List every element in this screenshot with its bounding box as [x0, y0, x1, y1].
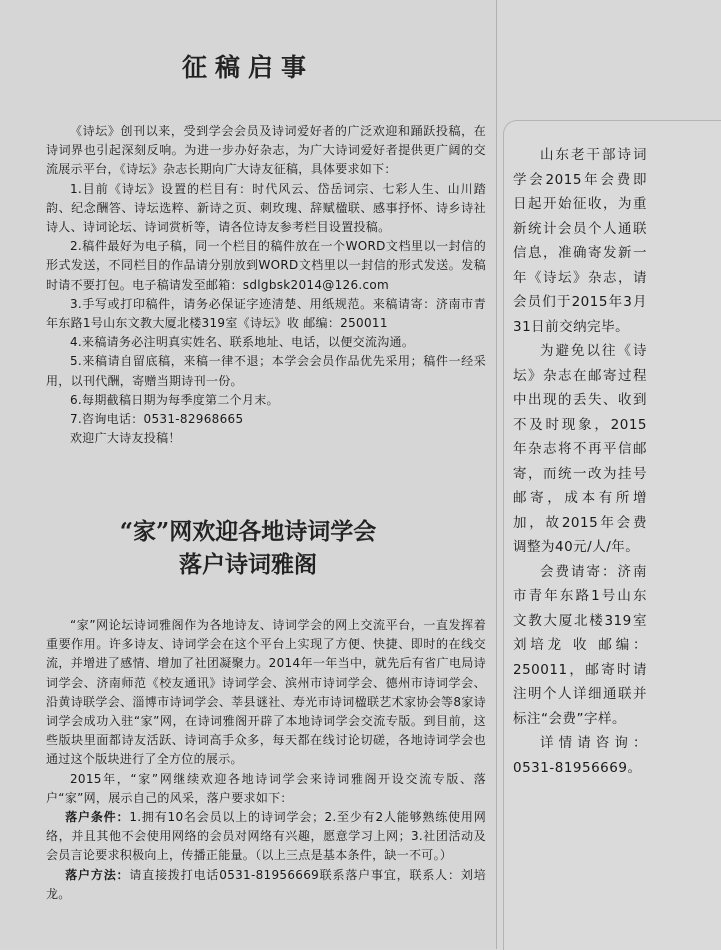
conditions-text: 1.拥有10名会员以上的诗词学会；2.至少有2人能够熟练使用网络，并且其他不会使用网络的会员对网络有兴趣，愿意学习上网；3.社团活动及会员言论要求积极向上，传播正能量。（以上三点是基本条件，缺一不可。） — [46, 810, 486, 863]
forum-paragraph: “家”网论坛诗词雅阁作为各地诗友、诗词学会的网上交流平台，一直发挥着重要作用。许多诗友、诗词学会在这个平台上实现了方便、快捷、即时的在线交流，并增进了感情、增加了社团凝聚力。2014年一年当中，就先后有省广电局诗词学会、济南师范《校友通讯》诗词学会、滨州市诗词学会、德州市诗词学会、沿黄诗联学会、淄博市诗词学会、莘县谜社、寿光市诗词楹联艺术家协会等8家诗词学会成功入驻“家”网，在诗词雅阁开辟了本地诗词学会交流专版。到目前，这些版块里面都诗友活跃、诗词高手众多，每天都在线讨论切磋，各地诗词学会也通过这个版块进行了全方位的展示。 — [46, 618, 486, 767]
membership-fee-notice — [513, 143, 647, 780]
fee-paragraph: 详情请咨询：0531-81956669。 — [513, 735, 647, 776]
item-paragraph: 3.手写或打印稿件，请务必保证字迹清楚、用纸规范。来稿请寄：济南市青年东路1号山东文教大厦北楼319室《诗坛》收 邮编：250011 — [46, 296, 486, 331]
item-paragraph: 5.来稿请自留底稿，来稿一律不退；本学会会员作品优先采用；稿件一经采用，以刊代酬，寄赠当期诗刊一份。 — [46, 354, 486, 388]
fee-paragraph: 会费请寄：济南市青年东路1号山东文教大厦北楼319室 刘培龙 收 邮编：250011，邮寄时请注明个人详细通联并标注“会费”字样。 — [513, 563, 647, 727]
fee-paragraph: 为避免以往《诗坛》杂志在邮寄过程中出现的丢失、收到不及时现象，2015年杂志将不再平信邮寄，而统一改为挂号邮寄，成本有所增加，故2015年会费调整为40元/人/年。 — [513, 343, 647, 555]
item-paragraph: 4.来稿请务必注明真实姓名、联系地址、电话，以便交流沟通。 — [70, 335, 415, 350]
forum-title-line2: 落户诗词雅阁 — [179, 551, 317, 578]
closing-line: 欢迎广大诗友投稿！ — [70, 431, 181, 446]
forum-title-line1: “家”网欢迎各地诗词学会 — [119, 518, 377, 545]
intro-paragraph: 《诗坛》创刊以来，受到学会会员及诗词爱好者的广泛欢迎和踊跃投稿，在诗词界也引起深刻反响。为进一步办好杂志，为广大诗词爱好者提供更广阔的交流展示平台，《诗坛》杂志长期向广大诗友征稿，具体要求如下： — [46, 124, 486, 177]
fee-paragraph: 山东老干部诗词学会2015年会费即日起开始征收，为重新统计会员个人通联信息，准确寄发新一年《诗坛》杂志，请会员们于2015年3月31日前交纳完毕。 — [513, 147, 647, 335]
call-for-papers-title: 征稿启事 — [181, 53, 314, 82]
conditions-paragraph — [46, 808, 486, 866]
conditions-label: 落户条件： — [65, 810, 130, 825]
method-text: 请直接拨打电话0531-81956669联系落户事宜，联系人：刘培龙。 — [46, 867, 486, 901]
item-paragraph: 2.稿件最好为电子稿，同一个栏目的稿件放在一个WORD文档里以一封信的形式发送，不同栏目的作品请分别放到WORD文档里以一封信的形式发送。发稿时请不要打包。电子稿请发至邮箱：sdlgbsk2014@126.com — [46, 239, 486, 292]
item-paragraph: 1.目前《诗坛》设置的栏目有：时代风云、岱岳词宗、七彩人生、山川踏韵、纪念酬答、诗坛选粹、新诗之页、刺玫瑰、辞赋楹联、感事抒怀、诗乡诗社诗人、诗词论坛、诗词赏析等，请各位诗友参考栏目设置投稿。 — [46, 181, 486, 235]
method-label: 落户方法： — [65, 867, 130, 882]
forum-section-body — [46, 616, 486, 904]
call-for-papers-body — [46, 122, 486, 448]
item-paragraph: 6.每期截稿日期为每季度第二个月末。 — [70, 392, 279, 407]
item-paragraph: 7.咨询电话：0531-82968665 — [70, 412, 244, 427]
forum-section-title — [0, 515, 496, 581]
method-paragraph — [46, 866, 486, 904]
forum-paragraph: 2015年，“家”网继续欢迎各地诗词学会来诗词雅阁开设交流专版、落户“家”网，展示自己的风采，落户要求如下： — [46, 771, 486, 805]
